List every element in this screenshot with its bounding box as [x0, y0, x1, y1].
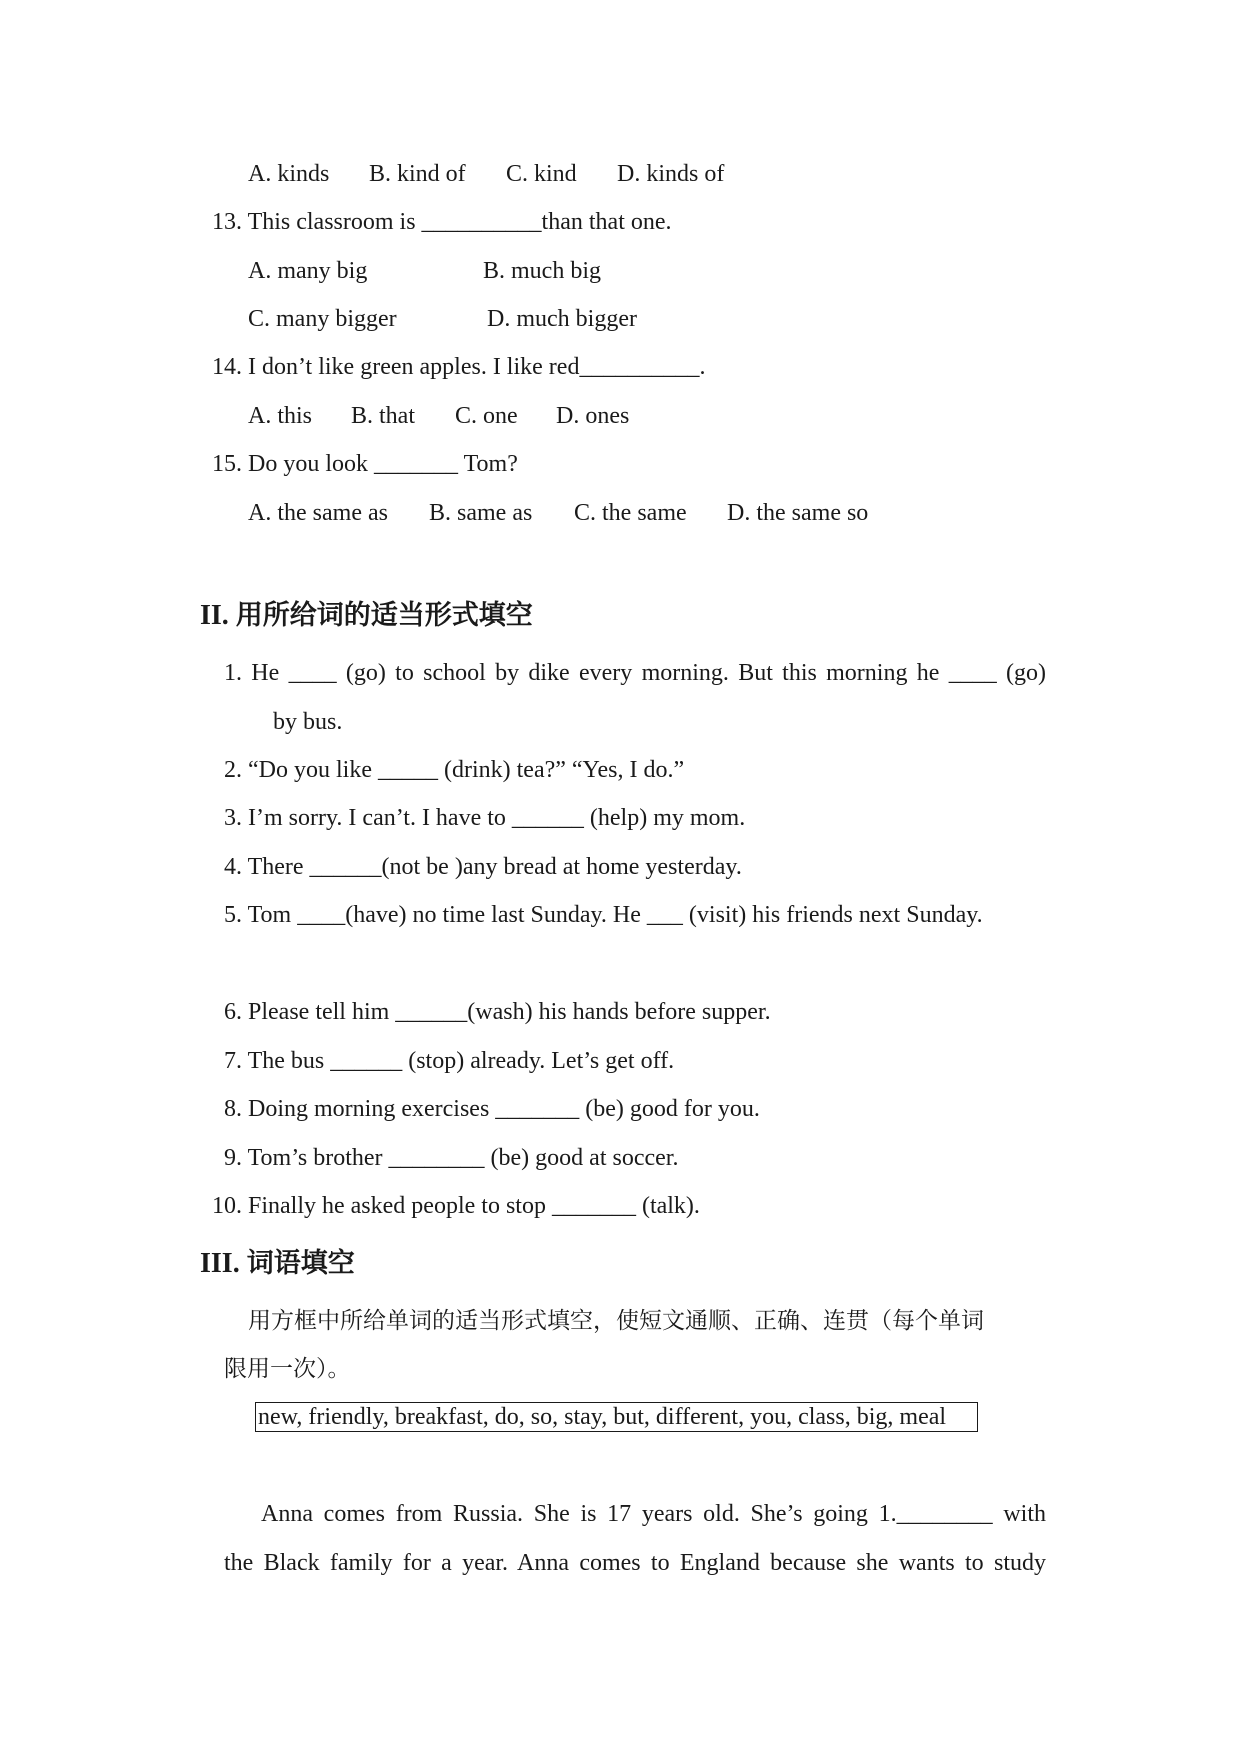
q13-option-b: B. much big	[483, 258, 601, 284]
s2-item-10: 10. Finally he asked people to stop _______ (talk).	[212, 1193, 700, 1219]
q12-option-a: A. kinds	[248, 161, 330, 187]
section-2-heading	[200, 598, 533, 634]
s3-instruction-line-1: 用方框中所给单词的适当形式填空，使短文通顺、正确、连贯（每个单词	[248, 1308, 984, 1334]
q13-option-a: A. many big	[248, 258, 368, 284]
q14-stem: 14. I don’t like green apples. I like red__________.	[212, 354, 706, 380]
q13-stem: 13. This classroom is __________than that one.	[212, 209, 672, 235]
s2-item-9: 9. Tom’s brother ________ (be) good at soccer.	[224, 1145, 679, 1171]
section-3-heading	[200, 1246, 355, 1282]
q15-option-c: C. the same	[574, 500, 687, 526]
q14-option-a: A. this	[248, 403, 313, 429]
section-3-title: 词语填空	[246, 1248, 355, 1279]
passage-line-2: the Black family for a year. Anna comes to England because she wants to study	[224, 1550, 1046, 1576]
q13-option-d: D. much bigger	[487, 306, 637, 332]
s2-item-6: 6. Please tell him ______(wash) his hands before supper.	[224, 999, 771, 1025]
q14-option-b: B. that	[351, 403, 415, 429]
section-2-title: 用所给词的适当形式填空	[235, 600, 533, 631]
q15-stem: 15. Do you look _______ Tom?	[212, 451, 518, 477]
q12-option-b: B. kind of	[369, 161, 466, 187]
passage-line-1: Anna comes from Russia. She is 17 years old. She’s going 1.________ with	[261, 1501, 1046, 1527]
q13-option-c: C. many bigger	[248, 306, 397, 332]
s2-item-4: 4. There ______(not be )any bread at home yesterday.	[224, 854, 742, 880]
q14-option-c: C. one	[455, 403, 518, 429]
word-box: new, friendly, breakfast, do, so, stay, but, different, you, class, big, meal	[255, 1402, 978, 1432]
q15-option-b: B. same as	[429, 500, 533, 526]
s2-item-5: 5. Tom ____(have) no time last Sunday. He ___ (visit) his friends next Sunday.	[224, 902, 983, 928]
q15-option-a: A. the same as	[248, 500, 388, 526]
q15-option-d: D. the same so	[727, 500, 869, 526]
section-3-number: III.	[200, 1248, 240, 1279]
section-2-number: II.	[200, 600, 229, 631]
s2-item-1: 1. He ____ (go) to school by dike every morning. But this morning he ____ (go)	[224, 660, 1046, 686]
q12-option-d: D. kinds of	[617, 161, 725, 187]
s3-instruction-line-2: 限用一次）。	[224, 1356, 351, 1382]
s2-item-1-cont: by bus.	[273, 709, 343, 735]
s2-item-8: 8. Doing morning exercises _______ (be) good for you.	[224, 1096, 760, 1122]
q12-option-c: C. kind	[506, 161, 577, 187]
s2-item-2: 2. “Do you like _____ (drink) tea?” “Yes, I do.”	[224, 757, 685, 783]
s2-item-3: 3. I’m sorry. I can’t. I have to ______ (help) my mom.	[224, 805, 746, 831]
q14-option-d: D. ones	[556, 403, 630, 429]
s2-item-7: 7. The bus ______ (stop) already. Let’s get off.	[224, 1048, 675, 1074]
